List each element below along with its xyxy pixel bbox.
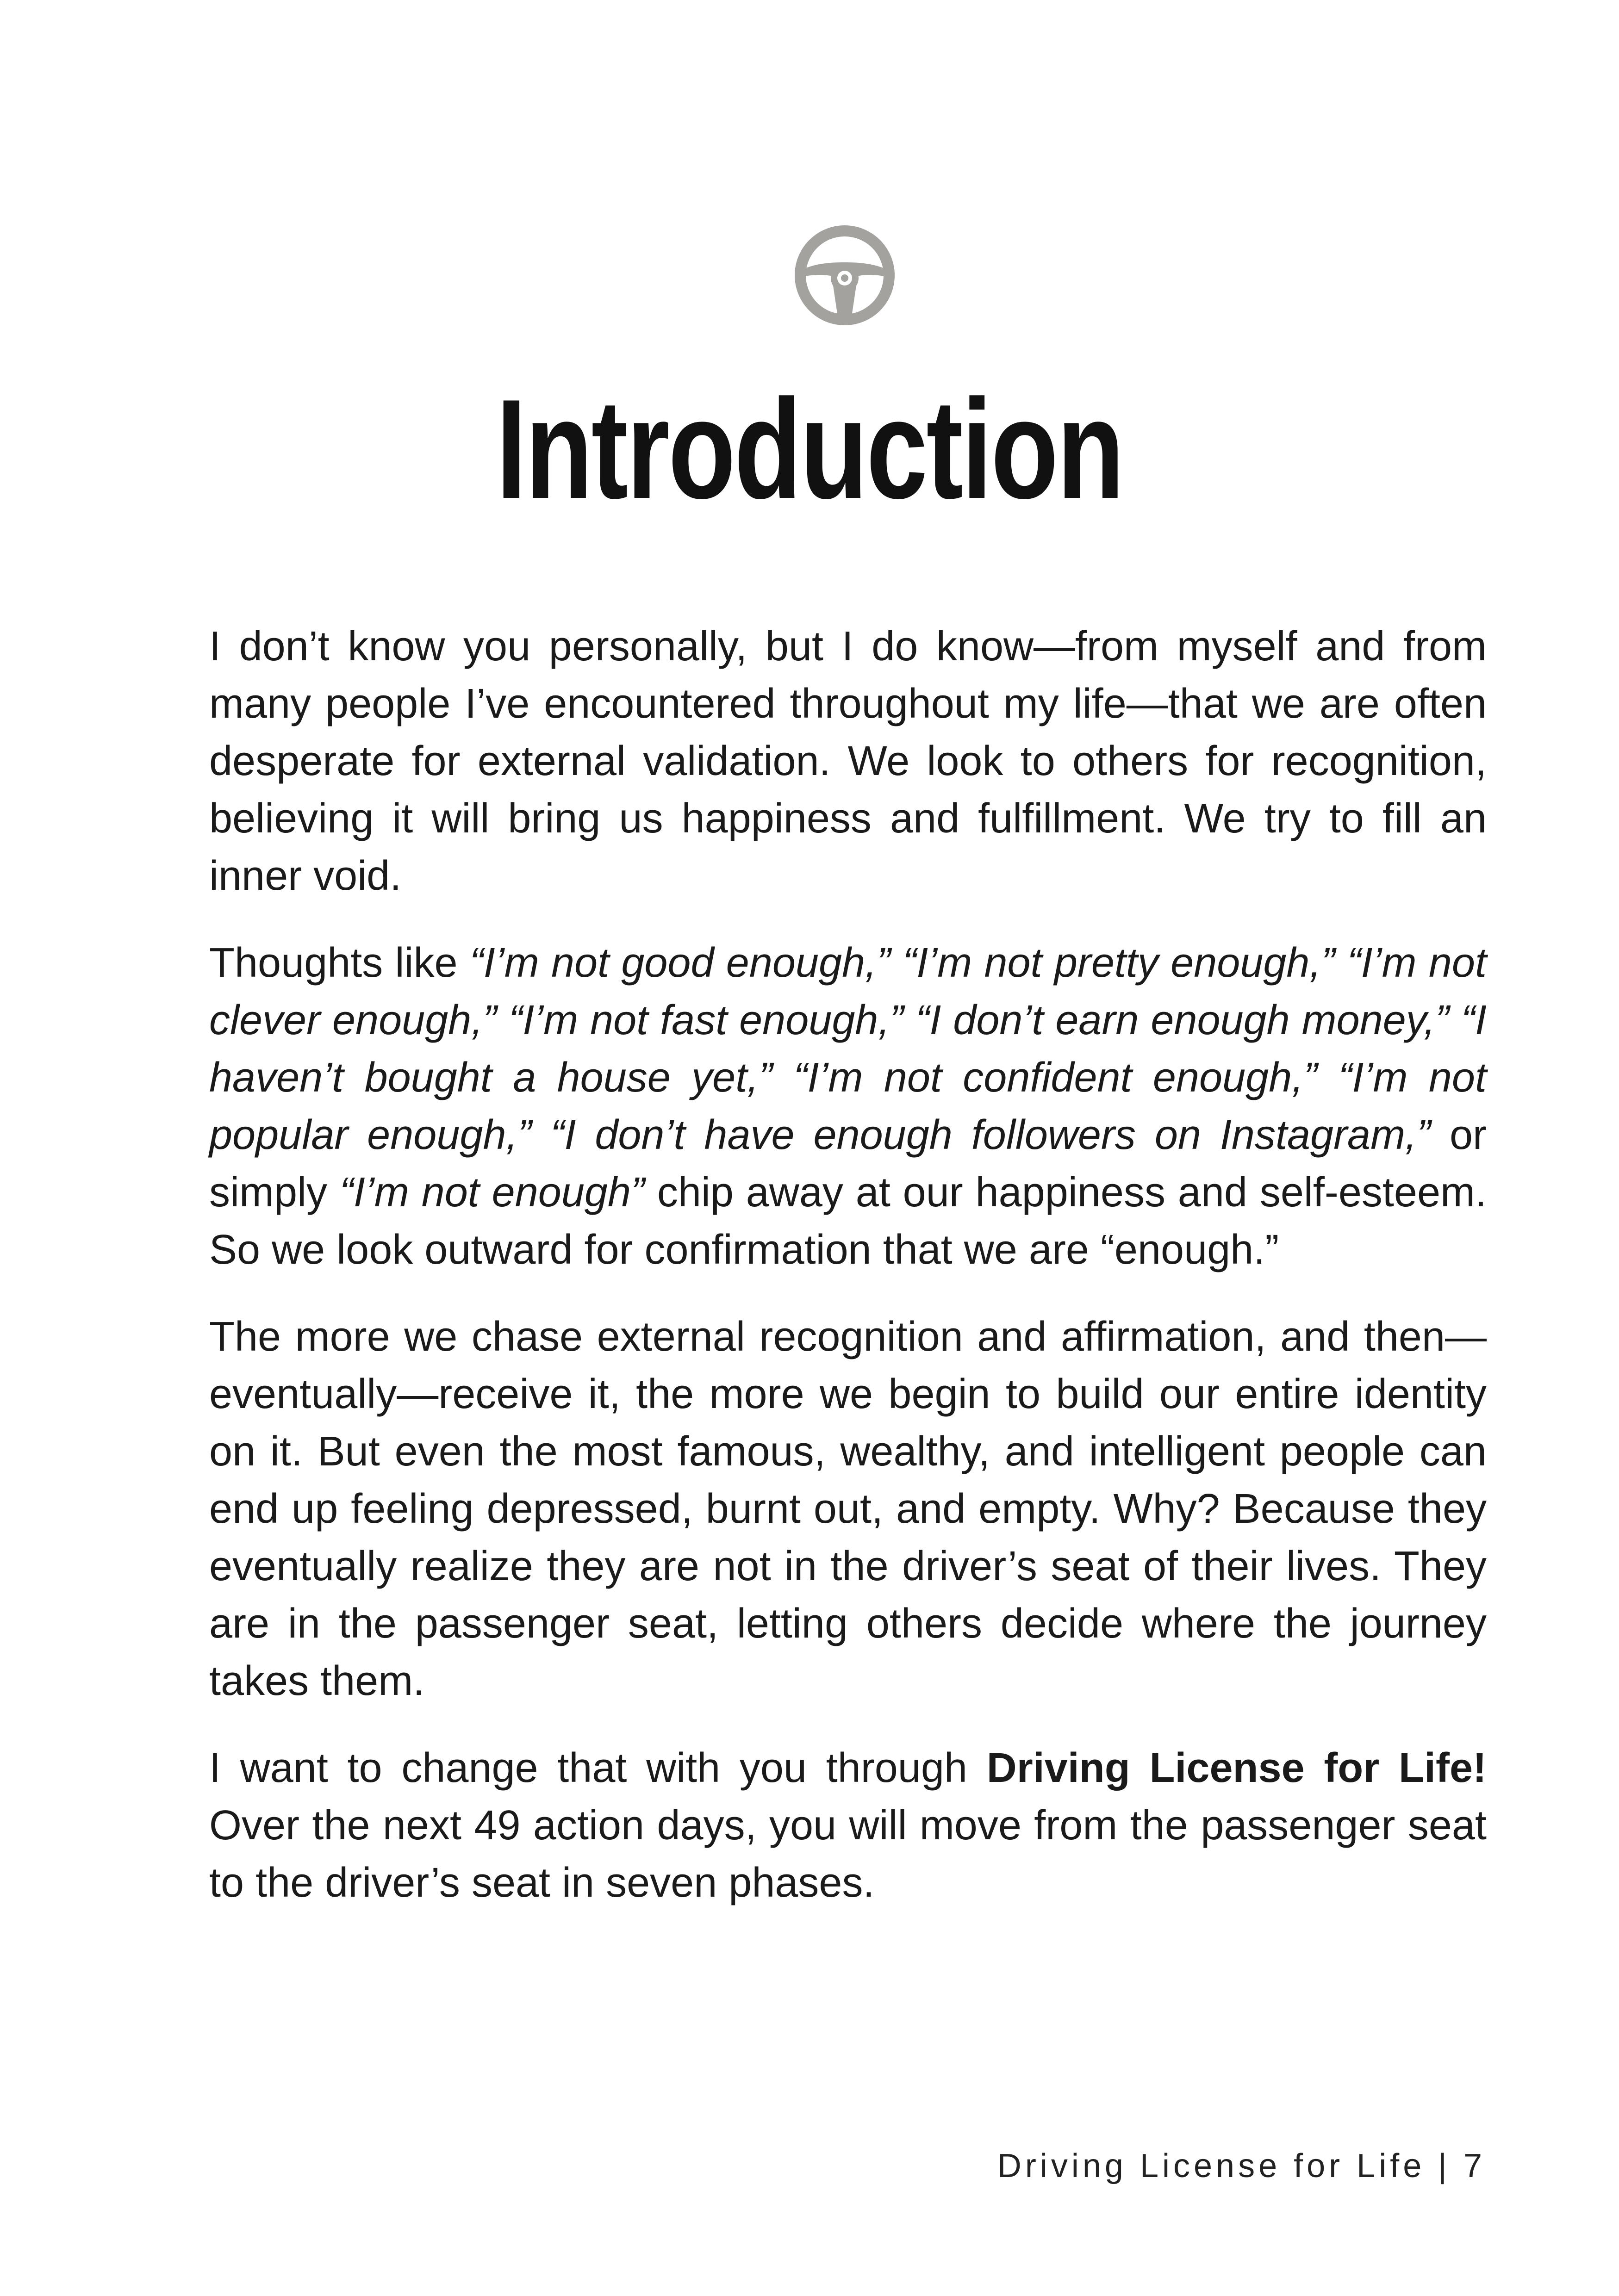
paragraph-1: I don’t know you personally, but I do know—from myself and from many people I’ve encountered throughout my life—that we are often desperate for external validation. We look to others for recognition, believing it will bring us happiness and fulfillment. We try to fill an inner void. — [209, 623, 1487, 899]
paragraph-2-quote-enough: “I’m not enough” — [339, 1169, 645, 1216]
body-text — [209, 618, 1487, 1941]
paragraph-2 — [209, 934, 1487, 1278]
book-title-bold: Driving License for Life! — [986, 1745, 1487, 1791]
steering-wheel-icon — [794, 224, 896, 326]
paragraph-4-tail: Over the next 49 action days, you will move from the passenger seat to the driver’s seat in seven phases. — [209, 1802, 1487, 1906]
paragraph-3: The more we chase external recognition and affirmation, and then—eventually—receive it, the more we begin to build our entire identity on it. But even the most famous, wealthy, and intelligent people can end up feeling depressed, burnt out, and empty. Why? Because they eventually realize they are not in the driver’s seat of their lives. They are in the passenger seat, letting others decide where the journey takes them. — [209, 1314, 1487, 1704]
page-footer: Driving License for Life | 7 — [997, 2147, 1486, 2184]
paragraph-4 — [209, 1739, 1487, 1911]
paragraph-4-lead: I want to change that with you through — [209, 1745, 987, 1791]
paragraph-2-quotes: “I’m not good enough,” “I’m not pretty enough,” “I’m not clever enough,” “I’m not fast enough,” “I don’t earn enough money,” “I haven’t bought a house yet,” “I’m not confident enough,” “I’m not popular enough,” “I don’t have enough followers on Instagram,” — [209, 940, 1487, 1158]
paragraph-2-mid: or simply — [209, 1112, 1487, 1216]
paragraph-2-lead: Thoughts like — [209, 940, 470, 986]
paragraph-2-tail: chip away at our happiness and self-esteem. So we look outward for confirmation that we are “enough.” — [209, 1169, 1487, 1273]
page-title: Introduction — [496, 370, 1123, 528]
